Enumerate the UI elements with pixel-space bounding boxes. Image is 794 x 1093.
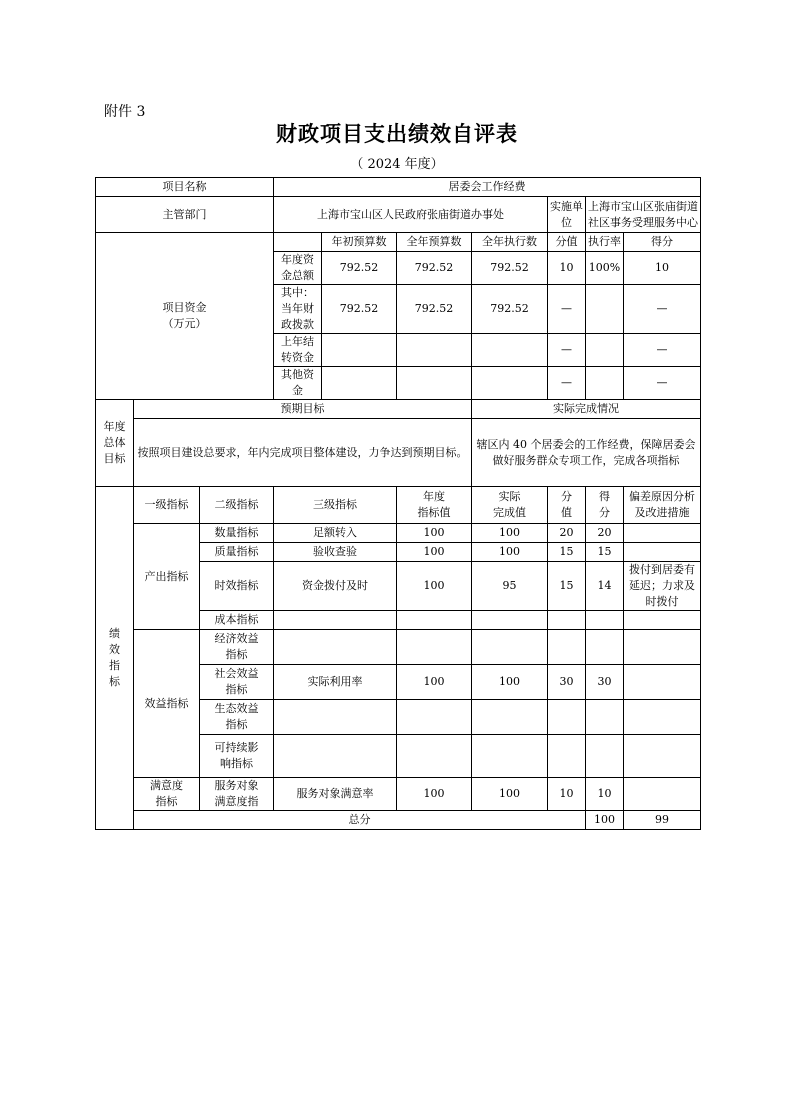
- indicator-l2: 社会效益 指标: [200, 665, 274, 700]
- indicator-score: [586, 700, 624, 735]
- dept-value: 上海市宝山区人民政府张庙街道办事处: [274, 197, 548, 233]
- funds-header: 得分: [624, 233, 701, 252]
- funds-cell: 792.52: [472, 252, 548, 285]
- indicator-analysis: [624, 630, 701, 665]
- actual-header: 实际完成情况: [472, 400, 701, 419]
- funds-header: 全年执行数: [472, 233, 548, 252]
- goals-label-line: 总体: [103, 436, 126, 449]
- header-l2: 二级指标: [200, 487, 274, 524]
- indicator-target: 100: [397, 543, 472, 562]
- indicator-target: [397, 735, 472, 778]
- indicator-actual: [472, 700, 548, 735]
- indicator-l3: [274, 735, 397, 778]
- year-label: （ 2024 年度）: [350, 157, 444, 172]
- page-title: 财政项目支出绩效自评表: [276, 121, 518, 146]
- funds-cell: [472, 367, 548, 400]
- indicators-label-char: 指: [109, 659, 120, 672]
- impl-value: 上海市宝山区张庙街道社区事务受理服务中心: [586, 197, 701, 233]
- indicator-l2: 质量指标: [200, 543, 274, 562]
- funds-label-line1: 项目资金: [162, 301, 207, 314]
- funds-cell: —: [548, 334, 586, 367]
- indicator-l2: 生态效益 指标: [200, 700, 274, 735]
- indicator-value: [548, 630, 586, 665]
- funds-label-line2: （万元）: [162, 317, 207, 330]
- indicator-target: 100: [397, 524, 472, 543]
- funds-cell: —: [624, 334, 701, 367]
- funds-cell: 100%: [586, 252, 624, 285]
- funds-cell: 792.52: [322, 252, 397, 285]
- indicator-value: 10: [548, 778, 586, 811]
- indicator-value: 30: [548, 665, 586, 700]
- goals-label-line: 年度: [103, 420, 126, 433]
- indicator-target: 100: [397, 778, 472, 811]
- funds-cell: —: [624, 285, 701, 334]
- indicator-analysis: [624, 524, 701, 543]
- indicator-l2: 服务对象 满意度指: [200, 778, 274, 811]
- output-l1: 产出指标: [134, 524, 200, 630]
- project-name: 居委会工作经费: [274, 178, 701, 197]
- indicator-value: [548, 700, 586, 735]
- indicator-analysis: 拨付到居委有延迟；力求及时拨付: [624, 562, 701, 611]
- funds-cell: [472, 334, 548, 367]
- indicator-target: [397, 611, 472, 630]
- actual-text: 辖区内 40 个居委会的工作经费，保障居委会做好服务群众专项工作，完成各项指标: [472, 419, 701, 487]
- indicator-analysis: [624, 778, 701, 811]
- funds-header: 执行率: [586, 233, 624, 252]
- header-score: 得 分: [586, 487, 624, 524]
- indicator-value: [548, 611, 586, 630]
- indicators-label-char: 标: [109, 675, 120, 688]
- goals-label: [96, 400, 134, 487]
- expected-text: 按照项目建设总要求，年内完成项目整体建设，力争达到预期目标。: [134, 419, 472, 487]
- indicator-l3: [274, 630, 397, 665]
- indicators-label-char: 效: [109, 643, 120, 656]
- header-analysis: 偏差原因分析 及改进措施: [624, 487, 701, 524]
- indicator-analysis: [624, 735, 701, 778]
- total-label: 总分: [134, 811, 586, 830]
- indicator-target: 100: [397, 562, 472, 611]
- funds-row-label: 年度资金总额: [274, 252, 322, 285]
- indicator-score: 15: [586, 543, 624, 562]
- funds-header: 全年预算数: [397, 233, 472, 252]
- funds-cell: —: [548, 367, 586, 400]
- header-l3: 三级指标: [274, 487, 397, 524]
- funds-cell: —: [548, 285, 586, 334]
- funds-cell: 792.52: [322, 285, 397, 334]
- funds-header: 分值: [548, 233, 586, 252]
- funds-cell: —: [624, 367, 701, 400]
- indicator-target: [397, 700, 472, 735]
- header-actual: 实际 完成值: [472, 487, 548, 524]
- indicator-l3: 服务对象满意率: [274, 778, 397, 811]
- indicator-l3: [274, 611, 397, 630]
- indicator-score: [586, 735, 624, 778]
- indicators-label-char: 绩: [109, 627, 120, 640]
- funds-cell: 792.52: [472, 285, 548, 334]
- indicator-score: [586, 630, 624, 665]
- satisfaction-l1: 满意度 指标: [134, 778, 200, 811]
- indicator-value: 15: [548, 543, 586, 562]
- header-score-value: 分 值: [548, 487, 586, 524]
- indicator-actual: 100: [472, 778, 548, 811]
- funds-cell: 792.52: [397, 252, 472, 285]
- indicator-value: 15: [548, 562, 586, 611]
- funds-row-label: 其他资金: [274, 367, 322, 400]
- indicator-score: 30: [586, 665, 624, 700]
- indicator-l3: 验收查验: [274, 543, 397, 562]
- indicator-l2: 成本指标: [200, 611, 274, 630]
- indicator-actual: [472, 630, 548, 665]
- indicator-l3: 足额转入: [274, 524, 397, 543]
- header-target: 年度 指标值: [397, 487, 472, 524]
- attachment-label: 附件 3: [104, 104, 146, 120]
- indicator-value: [548, 735, 586, 778]
- indicator-actual: [472, 611, 548, 630]
- impl-label: 实施单位: [548, 197, 586, 233]
- header-l1: 一级指标: [134, 487, 200, 524]
- indicator-analysis: [624, 665, 701, 700]
- indicator-score: [586, 611, 624, 630]
- funds-cell: [586, 285, 624, 334]
- indicator-actual: [472, 735, 548, 778]
- total-value: 100: [586, 811, 624, 830]
- indicator-l3: 资金拨付及时: [274, 562, 397, 611]
- funds-row-label: 上年结转资金: [274, 334, 322, 367]
- indicator-analysis: [624, 611, 701, 630]
- funds-row-label: 其中：当年财政拨款: [274, 285, 322, 334]
- indicator-l3: 实际利用率: [274, 665, 397, 700]
- indicator-l2: 数量指标: [200, 524, 274, 543]
- indicator-analysis: [624, 543, 701, 562]
- funds-cell: [586, 334, 624, 367]
- goals-label-line: 目标: [103, 452, 126, 465]
- indicator-score: 20: [586, 524, 624, 543]
- benefit-l1: 效益指标: [134, 630, 200, 778]
- indicators-label: [96, 487, 134, 830]
- indicator-actual: 95: [472, 562, 548, 611]
- indicator-actual: 100: [472, 665, 548, 700]
- expected-header: 预期目标: [134, 400, 472, 419]
- indicator-analysis: [624, 700, 701, 735]
- indicator-l2: 可持续影 响指标: [200, 735, 274, 778]
- funds-header: 年初预算数: [322, 233, 397, 252]
- funds-cell: 10: [624, 252, 701, 285]
- dept-label: 主管部门: [96, 197, 274, 233]
- funds-cell: [322, 334, 397, 367]
- total-score: 99: [624, 811, 701, 830]
- funds-cell: 792.52: [397, 285, 472, 334]
- indicator-target: [397, 630, 472, 665]
- funds-cell: 10: [548, 252, 586, 285]
- indicator-score: 14: [586, 562, 624, 611]
- evaluation-table: [95, 177, 701, 830]
- indicator-target: 100: [397, 665, 472, 700]
- funds-cell: [397, 367, 472, 400]
- indicator-l2: 经济效益 指标: [200, 630, 274, 665]
- project-name-label: 项目名称: [96, 178, 274, 197]
- indicator-actual: 100: [472, 543, 548, 562]
- funds-label: [96, 233, 274, 400]
- indicator-score: 10: [586, 778, 624, 811]
- funds-cell: [397, 334, 472, 367]
- indicator-l2: 时效指标: [200, 562, 274, 611]
- funds-cell: [322, 367, 397, 400]
- indicator-l3: [274, 700, 397, 735]
- funds-cell: [586, 367, 624, 400]
- indicator-value: 20: [548, 524, 586, 543]
- indicator-actual: 100: [472, 524, 548, 543]
